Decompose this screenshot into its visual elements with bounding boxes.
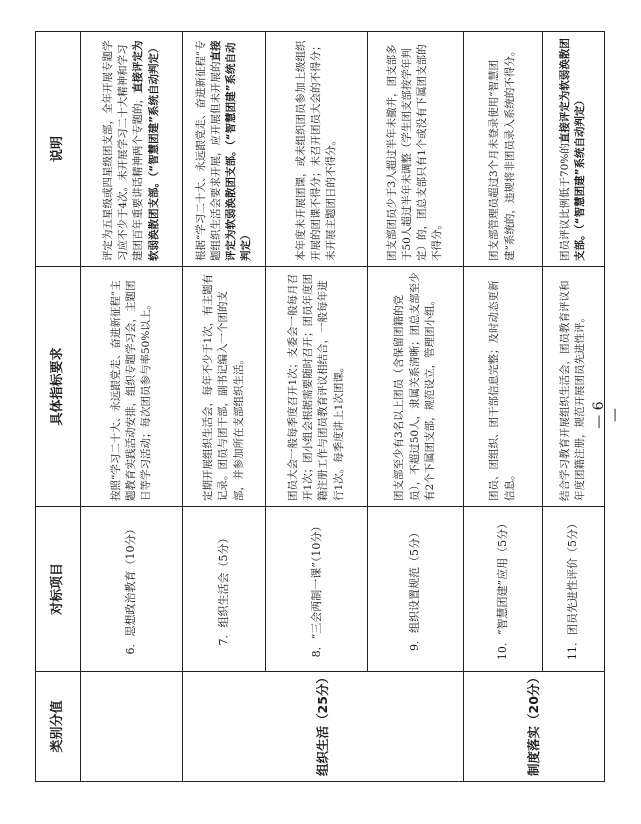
- description-cell: 本年度未开展团课，或未组织团员参加上级组织开展的团课不得分；未召开团员大会的不得分；未开展主题团日的不得分。: [266, 32, 368, 267]
- description-cell: [542, 32, 604, 267]
- requirement-cell: 团支部至少有3名以上团员（含保留团籍的党员），不超过50人，隶属关系清晰；团总支部至少有2个下属团支部，规范设立，管理团小组。: [367, 267, 463, 507]
- requirement-cell: 定期开展组织生活会，每年不少于1次，有主题有记录。团员与团干部，副书记编入一个团的支部，并参加所在支部组织生活。: [182, 267, 265, 507]
- description-text: 评定为五星级或四星级团支部，全年开展专题学习应不少于4次。未开展学习二十大精神和学习建团百年重要讲话精神两个专题的，: [102, 40, 145, 261]
- requirement-cell: 团员、团组织、团干部信息完整；及时动态更新信息。: [463, 267, 542, 507]
- description-bold-text: 直接评定为软弱涣散团支部。（“智慧团建”系统自动判定）: [132, 40, 160, 261]
- requirement-cell: 结合学习教育开展组织生活会，团员教育评议和年度团籍注册，规范开展团员先进性评。: [542, 267, 604, 507]
- requirement-cell: 团员大会一般每季度召开1次；支委会一般每月召开1次；团小组会根据需要随时召开；团员年度团籍注册工作与团员教育评议相结合，一般每年进行1次。每季度讲上1次团课。: [266, 267, 368, 507]
- description-cell: 团支部团员少于3人超过半年未撤并，团支部多于50人超过半年未调整（学生团支部按学年判定）的，团总支部只有1个或没有下属团支部的不得分。: [367, 32, 463, 267]
- table-header-row: [36, 32, 81, 782]
- page-number: — 6 —: [591, 401, 623, 429]
- requirement-cell: 按照“学习二十大、永远跟党走、奋进新征程”主题教育实践活动安排，组织专题学习会，主题团日等学习活动；每次团员参与率50%以上。: [81, 267, 183, 507]
- category-cell-organization: 组织生活（25分）: [182, 672, 463, 782]
- item-cell: 9．组织设置规范（5分）: [367, 507, 463, 672]
- header-description: 说明: [36, 32, 81, 267]
- description-cell: [81, 32, 183, 267]
- table-row: [266, 32, 368, 782]
- description-text: 团员评议比例低于70%的: [559, 143, 572, 261]
- item-cell: 10．“智慧团建”应用（5分）: [463, 507, 542, 672]
- criteria-table: [35, 31, 605, 782]
- table-row: [81, 32, 183, 782]
- table-row: [182, 32, 265, 782]
- header-requirement: 具体指标要求: [36, 267, 81, 507]
- category-cell-system: 制度落实（20分）: [463, 672, 604, 782]
- description-bold-text: 直接评定为软弱涣散团支部。（“智慧团建”系统自动判定）: [559, 38, 587, 261]
- table-row: [367, 32, 463, 782]
- header-category: 类别分值: [36, 672, 81, 782]
- description-cell: 团支部管理员超过3个月未登录使用“智慧团建”系统的，违规将非团员录入系统的不得分。: [463, 32, 542, 267]
- item-cell: 8．“三会两制一课”（10分）: [266, 507, 368, 672]
- item-cell: 11．团员先进性评价（5分）: [542, 507, 604, 672]
- item-cell: 7．组织生活会（5分）: [182, 507, 265, 672]
- table-row: [463, 32, 542, 782]
- description-text: 根据“学习二十大、永远跟党走、奋进新征程”专题组织生活会要求开展，应开展但未开展的: [194, 40, 222, 261]
- header-item: 对标项目: [36, 507, 81, 672]
- category-cell-empty: [81, 672, 183, 782]
- description-cell: [182, 32, 265, 267]
- description-bold-text: 直接评定为软弱涣散团支部。（“智慧团建”系统自动判定）: [209, 40, 253, 261]
- rotated-table-wrapper: [35, 32, 605, 782]
- item-cell: 6．思想政治教育（10分）: [81, 507, 183, 672]
